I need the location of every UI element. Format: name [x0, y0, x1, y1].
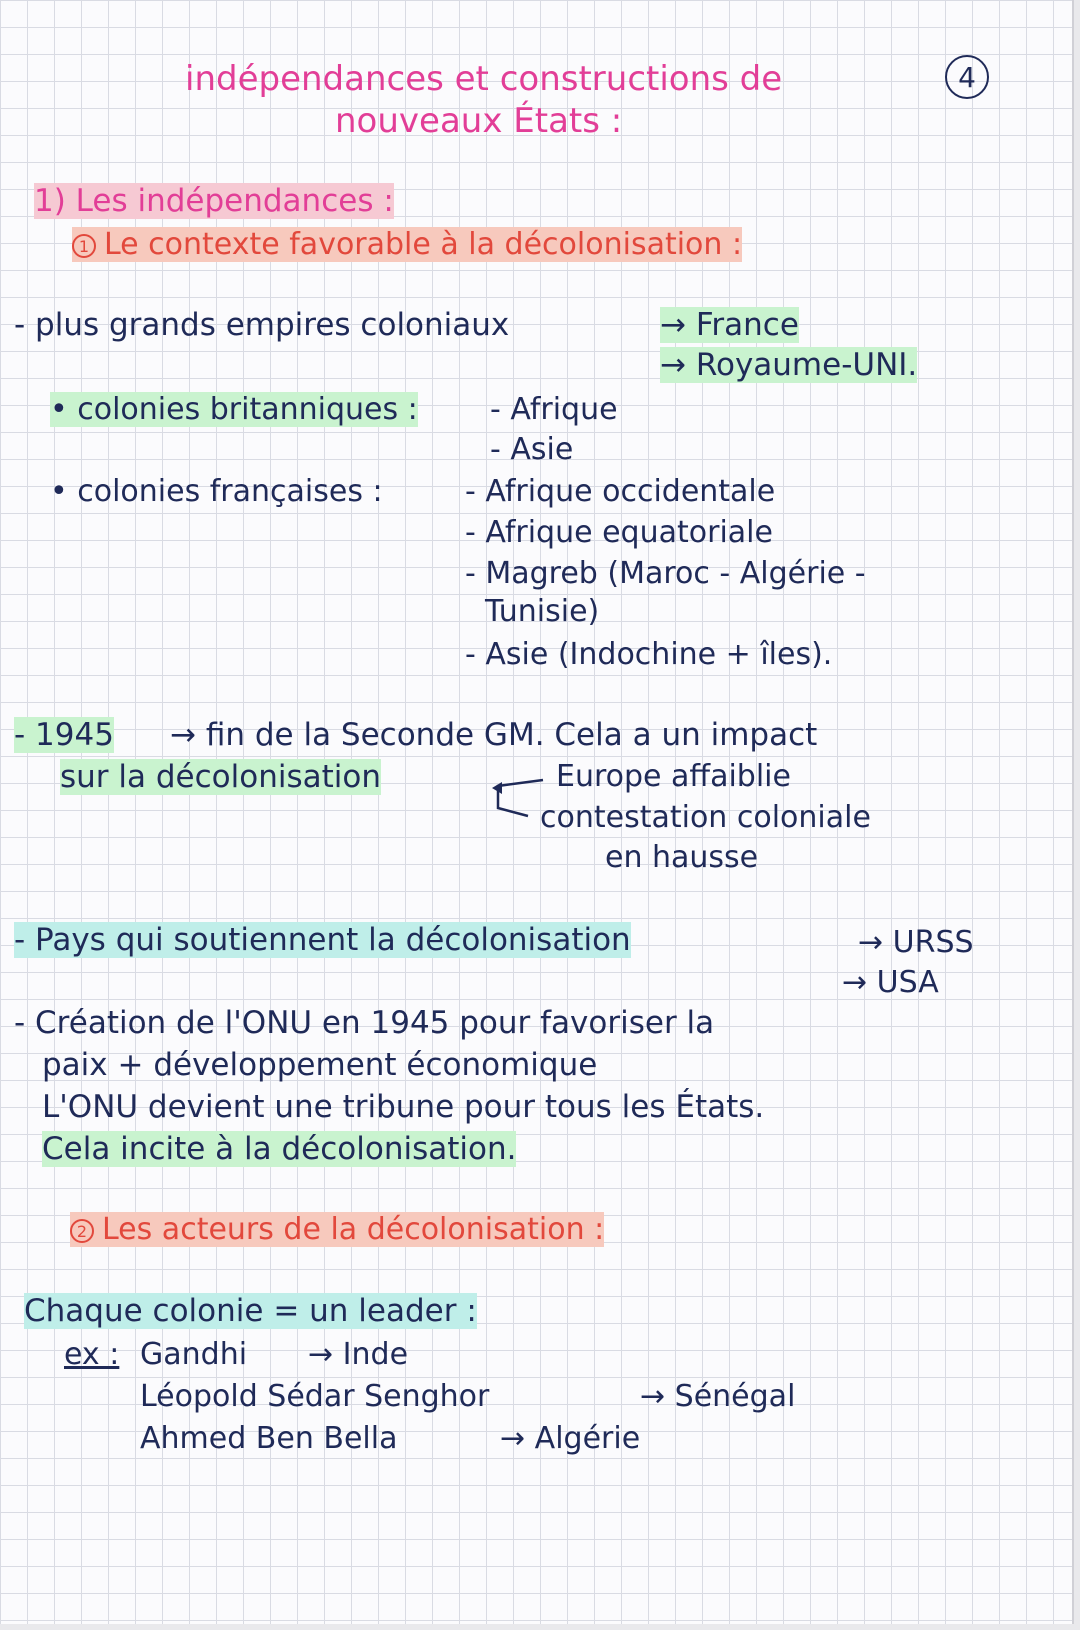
british-colonies-label: • colonies britanniques :	[50, 392, 418, 427]
french-colonies-label: • colonies françaises :	[50, 474, 383, 509]
leader-country: → Inde	[308, 1337, 409, 1372]
onu-line: Cela incite à la décolonisation.	[42, 1131, 517, 1167]
title-line-2: nouveaux États :	[335, 101, 623, 141]
empires-arrow-france: → France	[660, 307, 799, 343]
subsection-2-title: Les acteurs de la décolonisation :	[102, 1212, 605, 1247]
section-heading	[34, 183, 394, 219]
british-item: - Afrique	[490, 392, 618, 427]
empires-arrow-uk: → Royaume-UNI.	[660, 347, 918, 383]
ww2-year: - 1945	[14, 717, 114, 753]
leader-name: Gandhi	[140, 1337, 248, 1372]
ww2-cause: Europe affaiblie	[556, 759, 791, 794]
subsection-1-title: Le contexte favorable à la décolonisation :	[104, 227, 743, 262]
british-item: - Asie	[490, 432, 574, 467]
support-line: - Pays qui soutiennent la décolonisation	[14, 922, 631, 958]
support-arrow-usa: → USA	[842, 965, 939, 1000]
branch-arrow-icon	[488, 768, 548, 818]
french-item: - Afrique equatoriale	[465, 515, 773, 550]
title-line-1: indépendances et constructions de	[185, 59, 783, 99]
ww2-text: → fin de la Seconde GM. Cela a un impact	[170, 717, 818, 753]
leader-name: Léopold Sédar Senghor	[140, 1379, 490, 1414]
french-item: Tunisie)	[485, 594, 600, 629]
page-number-badge: 4	[945, 55, 989, 99]
section-heading-text: 1) Les indépendances :	[34, 183, 394, 219]
subsection-2-heading	[70, 1212, 605, 1247]
french-item: - Afrique occidentale	[465, 474, 776, 509]
subsection-2-number: 2	[70, 1219, 94, 1243]
empires-line: - plus grands empires coloniaux	[14, 307, 510, 343]
french-item: - Asie (Indochine + îles).	[465, 637, 833, 672]
onu-line: - Création de l'ONU en 1945 pour favoriser la	[14, 1005, 715, 1041]
onu-line: L'ONU devient une tribune pour tous les États.	[42, 1089, 765, 1125]
subsection-1-heading	[72, 227, 743, 262]
ww2-cause: contestation coloniale	[540, 800, 871, 835]
leader-line: Chaque colonie = un leader :	[24, 1293, 477, 1329]
ww2-cause: en hausse	[605, 840, 759, 875]
leader-country: → Sénégal	[640, 1379, 796, 1414]
onu-line: paix + développement économique	[42, 1047, 598, 1083]
leader-name: Ahmed Ben Bella	[140, 1421, 398, 1456]
ww2-text-2: sur la décolonisation	[60, 759, 381, 795]
french-item: - Magreb (Maroc - Algérie -	[465, 556, 866, 591]
example-label: ex :	[64, 1337, 120, 1372]
subsection-1-number: 1	[72, 234, 96, 258]
leader-country: → Algérie	[500, 1421, 641, 1456]
support-arrow-urss: → URSS	[858, 925, 974, 960]
